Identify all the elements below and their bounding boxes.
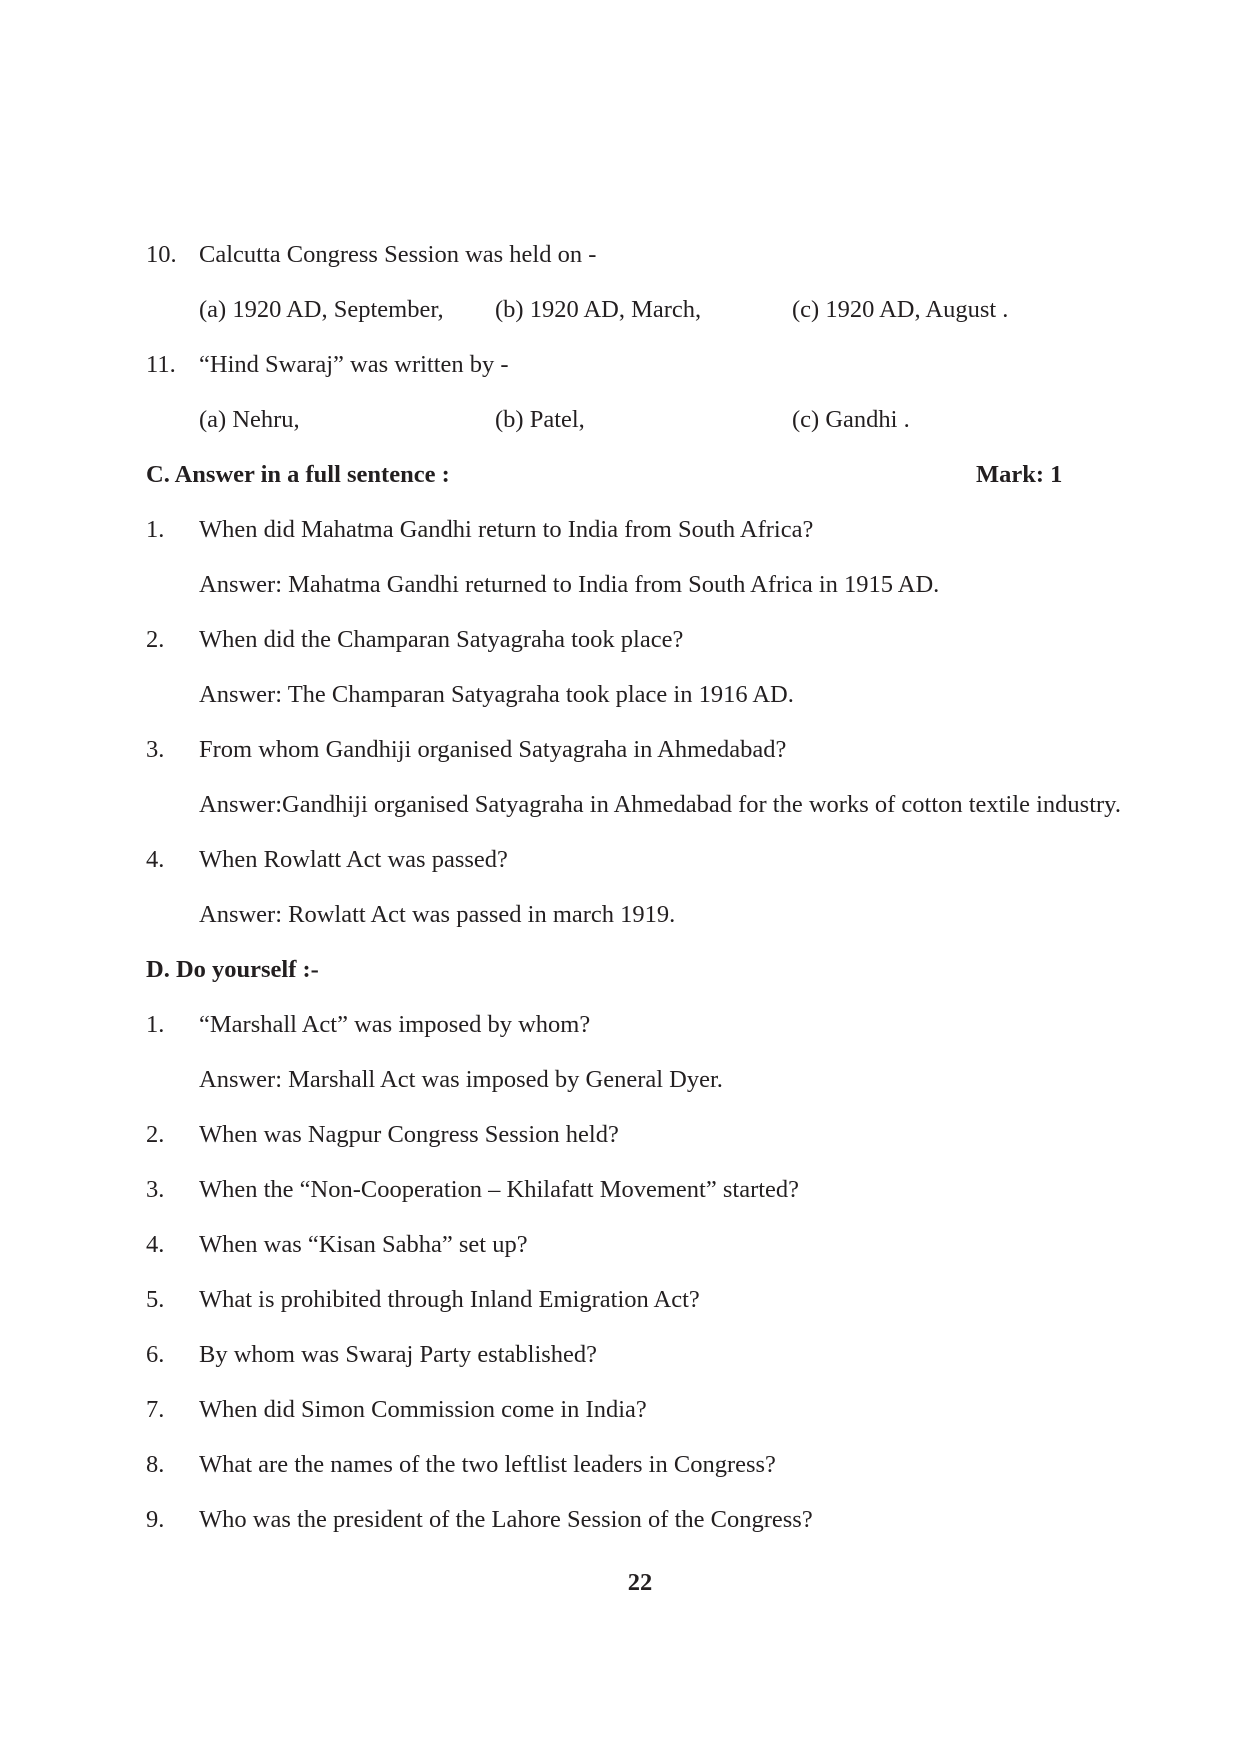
item-question: When Rowlatt Act was passed?	[199, 846, 508, 873]
item-number: 5.	[146, 1286, 165, 1313]
item-number: 6.	[146, 1341, 165, 1368]
item-question: What is prohibited through Inland Emigration Act?	[199, 1286, 700, 1313]
question-text: “Hind Swaraj” was written by -	[199, 351, 509, 378]
page-number: 22	[627, 1569, 653, 1596]
item-question: When the “Non-Cooperation – Khilafatt Movement” started?	[199, 1176, 800, 1203]
item-question: What are the names of the two leftlist leaders in Congress?	[199, 1451, 776, 1478]
item-question: By whom was Swaraj Party established?	[199, 1341, 598, 1368]
item-answer: Answer: Rowlatt Act was passed in march 1919.	[199, 901, 676, 928]
question-text: Calcutta Congress Session was held on -	[199, 241, 597, 268]
item-number: 4.	[146, 1231, 165, 1258]
item-number: 1.	[146, 1011, 165, 1038]
item-question: “Marshall Act” was imposed by whom?	[199, 1011, 591, 1038]
section-c-mark: Mark: 1	[976, 461, 1063, 488]
item-question: When was Nagpur Congress Session held?	[199, 1121, 619, 1148]
item-number: 3.	[146, 736, 165, 763]
item-number: 7.	[146, 1396, 165, 1423]
item-number: 3.	[146, 1176, 165, 1203]
item-question: When was “Kisan Sabha” set up?	[199, 1231, 528, 1258]
item-question: When did Simon Commission come in India?	[199, 1396, 647, 1423]
section-c-heading: C. Answer in a full sentence :	[146, 461, 450, 488]
option-b: (b) Patel,	[495, 406, 585, 433]
item-answer: Answer: The Champaran Satyagraha took place in 1916 AD.	[199, 681, 794, 708]
item-answer: Answer: Marshall Act was imposed by General Dyer.	[199, 1066, 723, 1093]
item-number: 2.	[146, 626, 165, 653]
item-number: 2.	[146, 1121, 165, 1148]
item-number: 1.	[146, 516, 165, 543]
option-a: (a) Nehru,	[199, 406, 300, 433]
question-number: 11.	[146, 351, 176, 378]
item-number: 8.	[146, 1451, 165, 1478]
item-answer: Answer: Mahatma Gandhi returned to India from South Africa in 1915 AD.	[199, 571, 940, 598]
question-number: 10.	[146, 241, 177, 268]
item-question: When did Mahatma Gandhi return to India from South Africa?	[199, 516, 814, 543]
item-question: Who was the president of the Lahore Session of the Congress?	[199, 1506, 813, 1533]
section-d-heading: D. Do yourself :-	[146, 956, 319, 983]
item-question: When did the Champaran Satyagraha took place?	[199, 626, 684, 653]
item-question: From whom Gandhiji organised Satyagraha in Ahmedabad?	[199, 736, 787, 763]
option-b: (b) 1920 AD, March,	[495, 296, 702, 323]
item-number: 9.	[146, 1506, 165, 1533]
option-c: (c) 1920 AD, August .	[792, 296, 1009, 323]
item-answer: Answer:Gandhiji organised Satyagraha in Ahmedabad for the works of cotton textile industry.	[199, 791, 1121, 818]
option-c: (c) Gandhi .	[792, 406, 910, 433]
option-a: (a) 1920 AD, September,	[199, 296, 444, 323]
item-number: 4.	[146, 846, 165, 873]
